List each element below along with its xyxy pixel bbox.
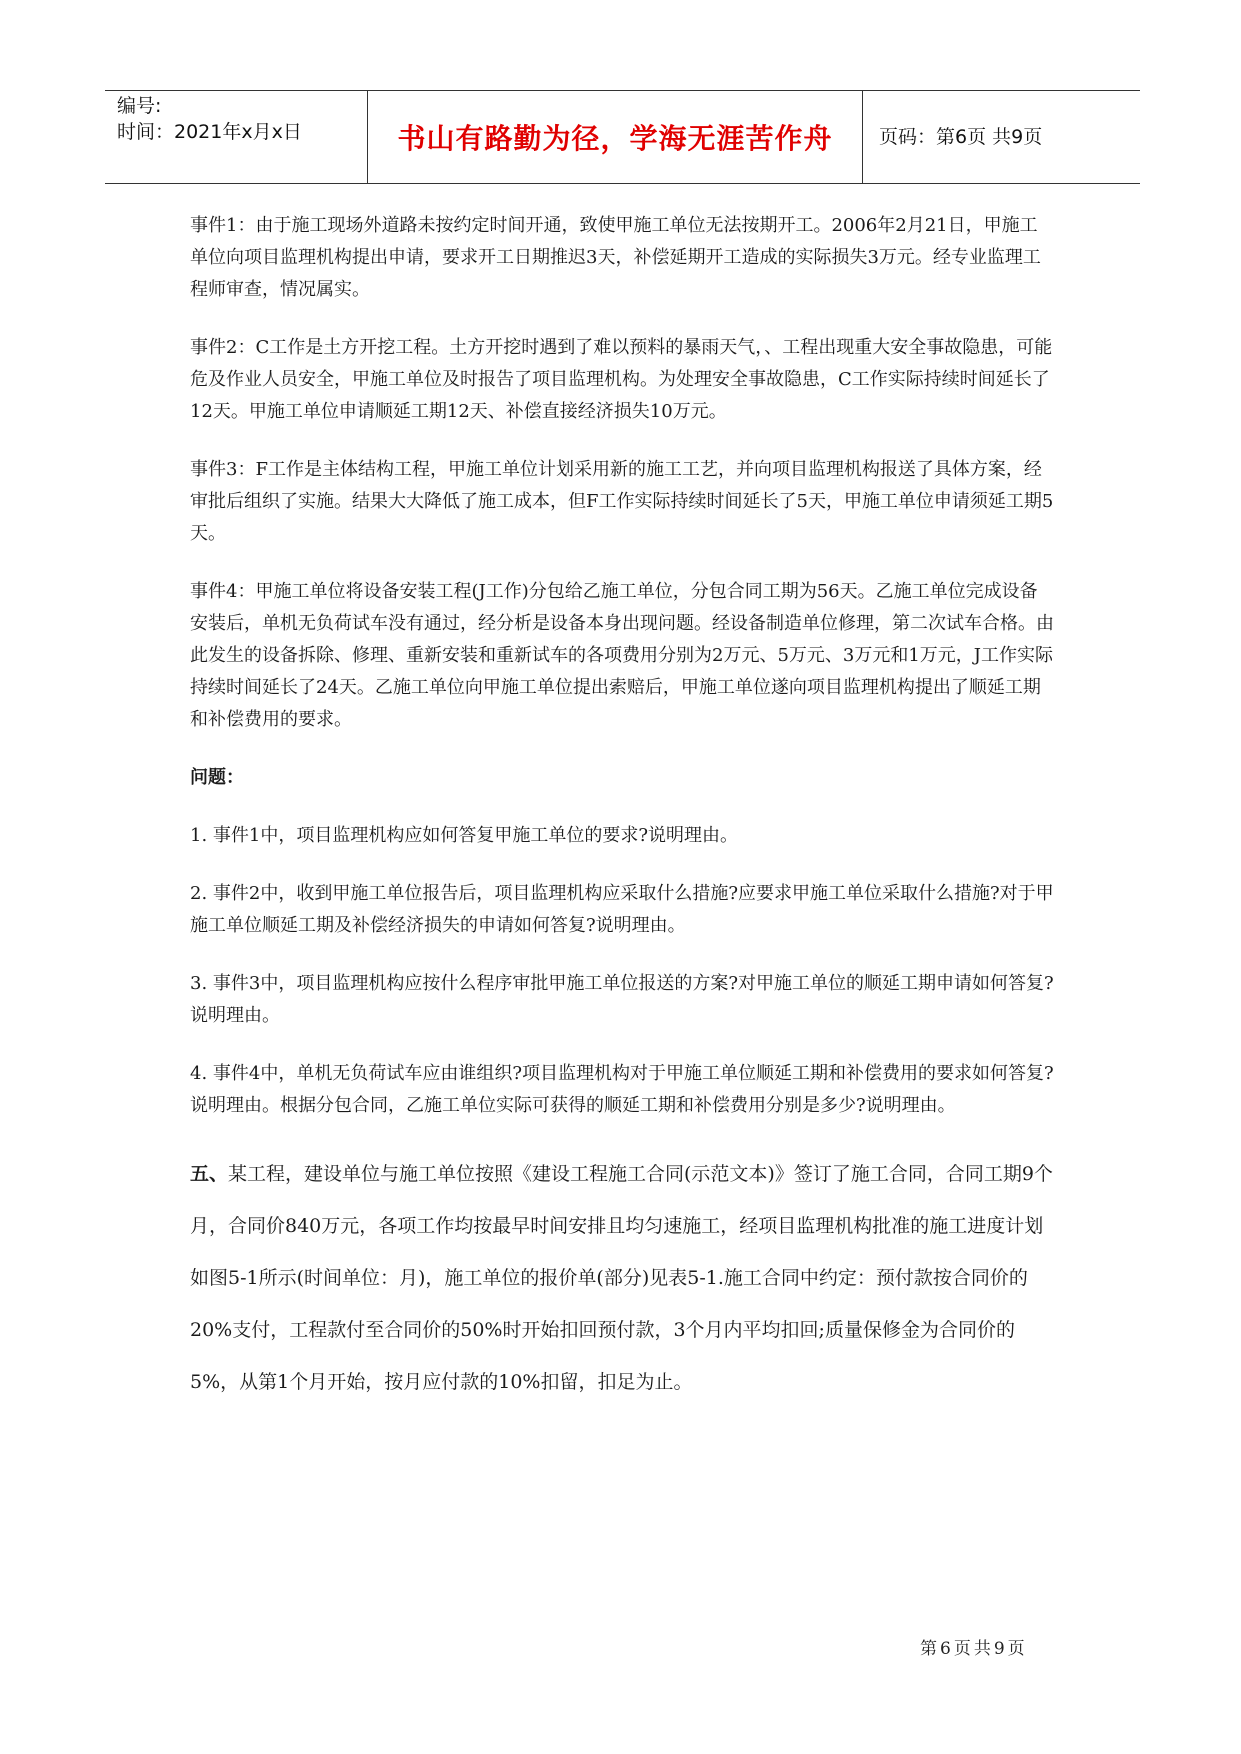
- header-page-cell: [863, 91, 1140, 183]
- question-2: 2. 事件2中，收到甲施工单位报告后，项目监理机构应采取什么措施?应要求甲施工单位采取什么措施?对于甲施工单位顺延工期及补偿经济损失的申请如何答复?说明理由。: [190, 883, 1054, 936]
- section-5-paragraph: [190, 1148, 1055, 1408]
- event-3-paragraph: 事件3：F工作是主体结构工程，甲施工单位计划采用新的施工工艺，并向项目监理机构报送了具体方案，经审批后组织了实施。结果大大降低了施工成本，但F工作实际持续时间延长了5天，甲施工单位申请须延工期5天。: [190, 459, 1054, 544]
- section-5-text: 某工程，建设单位与施工单位按照《建设工程施工合同(示范文本)》签订了施工合同，合同工期9个月，合同价840万元，各项工作均按最早时间安排且均匀速施工，经项目监理机构批准的施工进度计划如图5-1所示(时间单位：月)，施工单位的报价单(部分)见表5-1.施工合同中约定：预付款按合同价的20%支付，工程款付至合同价的50%时开始扣回预付款，3个月内平均扣回;质量保修金为合同价的5%，从第1个月开始，按月应付款的10%扣留，扣足为止。: [190, 1163, 1053, 1393]
- header-info-cell: [105, 91, 368, 183]
- question-4: 4. 事件4中，单机无负荷试车应由谁组织?项目监理机构对于甲施工单位顺延工期和补偿费用的要求如何答复?说明理由。根据分包合同，乙施工单位实际可获得的顺延工期和补偿费用分别是多少?说明理由。: [190, 1063, 1054, 1116]
- section-5-marker: 五、: [190, 1163, 229, 1185]
- document-number-label: 编号:: [117, 95, 162, 117]
- document-time-label: 时间：2021年x月x日: [117, 121, 302, 143]
- questions-heading: 问题：: [190, 767, 244, 788]
- header-page-label: 页码：第6页 共9页: [879, 126, 1043, 148]
- page-header: [105, 90, 1140, 184]
- header-motto-cell: [368, 91, 863, 183]
- question-3: 3. 事件3中，项目监理机构应按什么程序审批甲施工单位报送的方案?对甲施工单位的顺延工期申请如何答复?说明理由。: [190, 973, 1054, 1026]
- event-1-paragraph: 事件1：由于施工现场外道路未按约定时间开通，致使甲施工单位无法按期开工。2006年2月21日，甲施工单位向项目监理机构提出申请，要求开工日期推迟3天，补偿延期开工造成的实际损失3万元。经专业监理工程师审查，情况属实。: [190, 215, 1041, 300]
- event-2-paragraph: 事件2：C工作是土方开挖工程。土方开挖时遇到了难以预料的暴雨天气，、工程出现重大安全事故隐患，可能危及作业人员安全，甲施工单位及时报告了项目监理机构。为处理安全事故隐患，C工作实际持续时间延长了12天。甲施工单位申请顺延工期12天、补偿直接经济损失10万元。: [190, 337, 1053, 422]
- page-footer: 第6页共9页: [920, 1639, 1028, 1659]
- event-4-paragraph: 事件4：甲施工单位将设备安装工程(J工作)分包给乙施工单位，分包合同工期为56天。乙施工单位完成设备安装后，单机无负荷试车没有通过，经分析是设备本身出现问题。经设备制造单位修理，第二次试车合格。由此发生的设备拆除、修理、重新安装和重新试车的各项费用分别为2万元、5万元、3万元和1万元，J工作实际持续时间延长了24天。乙施工单位向甲施工单位提出索赔后，甲施工单位遂向项目监理机构提出了顺延工期和补偿费用的要求。: [190, 581, 1054, 730]
- document-body: [190, 210, 1055, 1427]
- header-motto: 书山有路勤为径，学海无涯苦作舟: [397, 122, 833, 155]
- question-1: 1. 事件1中，项目监理机构应如何答复甲施工单位的要求?说明理由。: [190, 825, 738, 846]
